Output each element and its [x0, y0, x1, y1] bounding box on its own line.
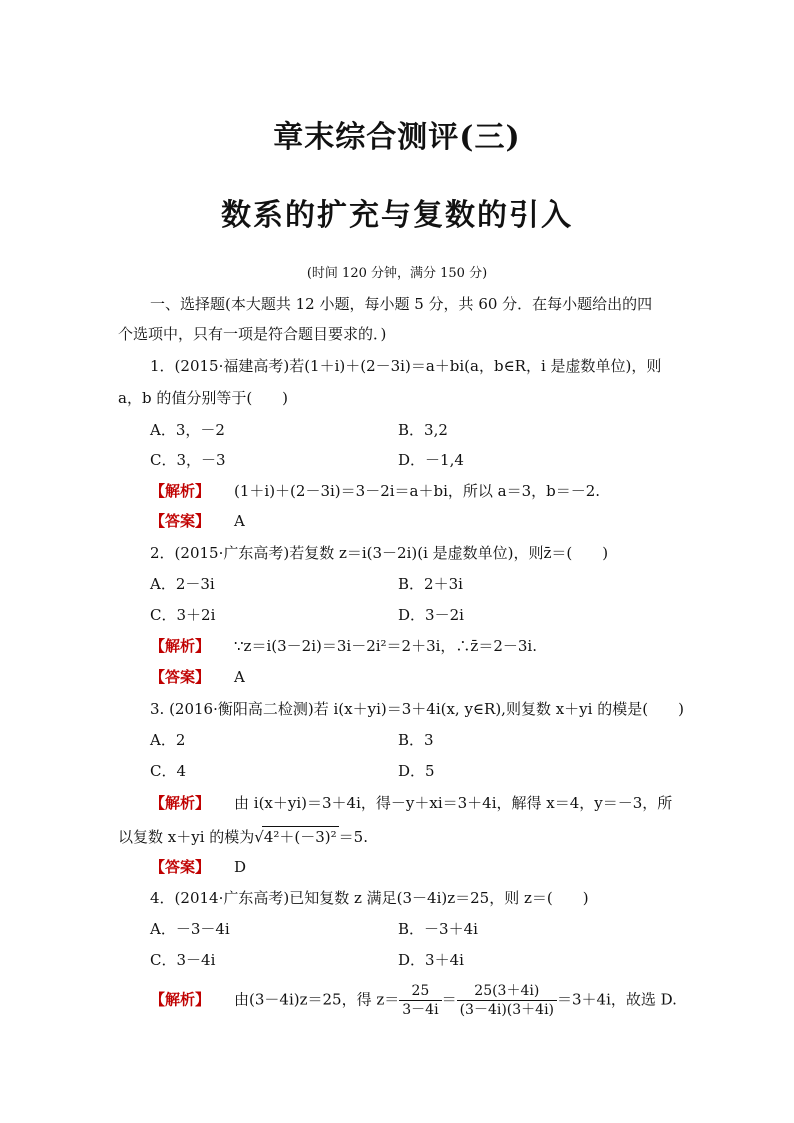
q3-answer-text: D	[234, 858, 247, 876]
fraction-denominator: (3－4i)(3＋4i)	[459, 1002, 555, 1018]
q4-option-d: D．3＋4i	[398, 951, 464, 969]
analysis-label: 【解析】	[150, 990, 211, 1009]
fraction-numerator: 25(3＋4i)	[457, 982, 557, 1001]
q3-option-c: C．4	[150, 762, 187, 780]
fraction-numerator: 25	[399, 982, 441, 1001]
section-instruction-line2: 个选项中，只有一项是符合题目要求的．)	[118, 325, 387, 343]
q4-analysis	[150, 982, 677, 1019]
fraction-denominator: 3－4i	[402, 1002, 439, 1018]
analysis-label: 【解析】	[150, 794, 211, 812]
analysis-label: 【解析】	[150, 637, 211, 655]
q3-analysis-text-pre: 以复数 x＋yi 的模为	[118, 828, 255, 846]
q2-answer	[150, 667, 245, 687]
q3-option-a: A．2	[150, 731, 186, 749]
q3-analysis-text-line1: 由 i(x＋yi)＝3＋4i，得－y＋xi＝3＋4i，解得 x＝4，y＝－3，所	[234, 794, 673, 812]
q2-option-c: C．3＋2i	[150, 606, 216, 624]
section-instruction-line1: 一、选择题(本大题共 12 小题，每小题 5 分，共 60 分．在每小题给出的四	[150, 295, 653, 313]
page-title: 章末综合测评(三)	[273, 120, 521, 155]
q4-fraction-1	[399, 982, 441, 1019]
q4-analysis-text-post: ＝3＋4i，故选 D.	[557, 990, 677, 1009]
q1-answer	[150, 511, 245, 531]
answer-label: 【答案】	[150, 512, 211, 530]
q2-analysis-text: ∵z＝i(3－2i)＝3i－2i²＝2＋3i，∴z̄＝2－3i.	[234, 637, 537, 655]
q2-analysis	[150, 636, 537, 656]
q3-analysis	[150, 793, 672, 813]
q4-option-b: B．－3＋4i	[398, 920, 478, 938]
sqrt-symbol: √	[254, 828, 264, 846]
q1-option-d: D．－1,4	[398, 451, 464, 469]
q1-option-a: A．3，－2	[150, 421, 225, 439]
time-note: (时间 120 分钟，满分 150 分)	[306, 266, 488, 281]
q2-option-a: A．2－3i	[150, 575, 215, 593]
q1-stem-line2: a，b 的值分别等于( )	[118, 389, 289, 407]
q2-option-b: B．2＋3i	[398, 575, 463, 593]
q4-analysis-text-pre: 由(3－4i)z＝25，得 z＝	[234, 990, 400, 1009]
q2-answer-text: A	[234, 668, 245, 686]
q1-analysis-text: (1＋i)＋(2－3i)＝3－2i＝a＋bi，所以 a＝3，b＝－2.	[234, 482, 601, 500]
q4-stem: 4．(2014·广东高考)已知复数 z 满足(3－4i)z＝25，则 z＝( )	[150, 889, 589, 907]
q1-option-b: B．3,2	[398, 421, 448, 439]
q1-analysis	[150, 481, 600, 501]
q4-option-c: C．3－4i	[150, 951, 216, 969]
page-subtitle: 数系的扩充与复数的引入	[221, 198, 573, 233]
q3-answer	[150, 857, 246, 877]
analysis-label: 【解析】	[150, 482, 211, 500]
q3-analysis-text-post: ＝5.	[338, 828, 368, 846]
q3-stem: 3. (2016·衡阳高二检测)若 i(x＋yi)＝3＋4i(x, y∈R),则复数 x＋yi 的模是( )	[150, 700, 684, 718]
q2-option-d: D．3－2i	[398, 606, 464, 624]
q3-option-d: D．5	[398, 762, 435, 780]
q4-option-a: A．－3－4i	[150, 920, 230, 938]
answer-label: 【答案】	[150, 668, 211, 686]
q3-analysis-line2	[118, 826, 368, 847]
q3-sqrt-radicand: 4²＋(－3)²	[263, 828, 337, 846]
q2-stem: 2．(2015·广东高考)若复数 z＝i(3－2i)(i 是虚数单位)，则z̄＝( )	[150, 544, 609, 562]
q4-fraction-2	[457, 982, 557, 1019]
answer-label: 【答案】	[150, 858, 211, 876]
q1-stem-line1: 1．(2015·福建高考)若(1＋i)＋(2－3i)＝a＋bi(a，b∈R，i 是虚数单位)，则	[150, 357, 662, 375]
q3-option-b: B．3	[398, 731, 434, 749]
q1-option-c: C．3，－3	[150, 451, 226, 469]
equals-sign: ＝	[441, 990, 457, 1009]
q1-answer-text: A	[234, 512, 245, 530]
